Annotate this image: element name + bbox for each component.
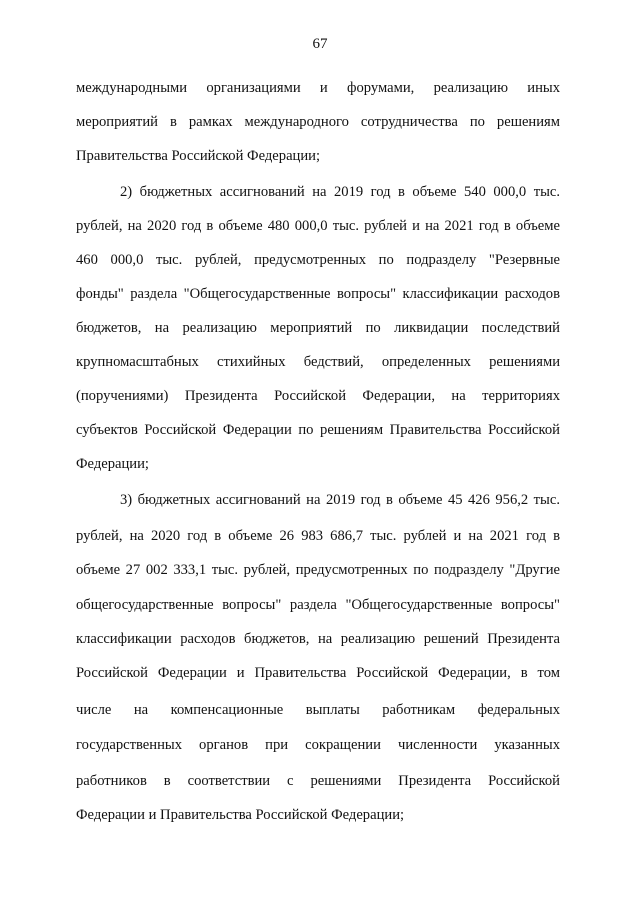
text-line-9: крупномасштабных стихийных бедствий, определенных решениями xyxy=(76,354,560,370)
text-line-1: международными организациями и форумами, реализацию иных xyxy=(76,80,560,96)
text-line-18: Российской Федерации и Правительства Российской Федерации, в том xyxy=(76,665,560,681)
text-line-6: 460 000,0 тыс. рублей, предусмотренных по подразделу "Резервные xyxy=(76,252,560,268)
text-line-7: фонды" раздела "Общегосударственные вопросы" классификации расходов xyxy=(76,286,560,302)
text-line-3: Правительства Российской Федерации; xyxy=(76,148,321,164)
text-line-21: работников в соответствии с решениями Президента Российской xyxy=(76,773,560,789)
text-line-16: общегосударственные вопросы" раздела "Общегосударственные вопросы" xyxy=(76,597,560,613)
paragraph-2-first-line: 2) бюджетных ассигнований на 2019 год в объеме 540 000,0 тыс. xyxy=(120,184,560,200)
text-line-11: субъектов Российской Федерации по решениям Правительства Российской xyxy=(76,422,560,438)
text-line-8: бюджетов, на реализацию мероприятий по ликвидации последствий xyxy=(76,320,560,336)
text-line-20: государственных органов при сокращении численности указанных xyxy=(76,737,560,753)
page-number: 67 xyxy=(312,36,328,52)
text-line-2: мероприятий в рамках международного сотрудничества по решениям xyxy=(76,114,560,130)
text-line-19: числе на компенсационные выплаты работникам федеральных xyxy=(76,702,560,718)
text-line-15: объеме 27 002 333,1 тыс. рублей, предусмотренных по подразделу "Другие xyxy=(76,562,560,578)
text-line-14: рублей, на 2020 год в объеме 26 983 686,7 тыс. рублей и на 2021 год в xyxy=(76,528,560,544)
text-line-10: (поручениями) Президента Российской Федерации, на территориях xyxy=(76,388,560,404)
text-line-12: Федерации; xyxy=(76,456,149,472)
paragraph-3-first-line: 3) бюджетных ассигнований на 2019 год в объеме 45 426 956,2 тыс. xyxy=(120,492,560,508)
text-line-22: Федерации и Правительства Российской Федерации; xyxy=(76,807,405,823)
text-line-17: классификации расходов бюджетов, на реализацию решений Президента xyxy=(76,631,560,647)
text-line-5: рублей, на 2020 год в объеме 480 000,0 тыс. рублей и на 2021 год в объеме xyxy=(76,218,560,234)
